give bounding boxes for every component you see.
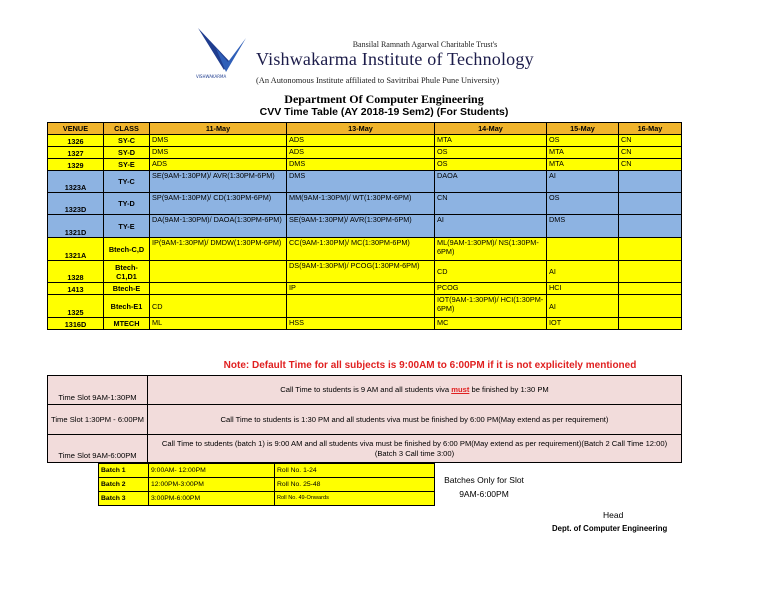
class-cell: SY-E <box>104 159 150 171</box>
table-row <box>48 171 682 193</box>
subject-cell: PCOG <box>435 283 547 295</box>
subject-cell: AI <box>547 295 619 318</box>
subject-cell: CN <box>435 193 547 215</box>
subject-cell: IOT <box>547 318 619 330</box>
table-row <box>99 464 435 478</box>
table-row <box>48 295 682 318</box>
subject-cell <box>619 193 682 215</box>
subject-cell <box>619 238 682 261</box>
trust-name: Bansilal Ramnath Agarwal Charitable Trust's <box>352 40 498 49</box>
subject-cell: ML(9AM-1:30PM)/ NS(1:30PM-6PM) <box>435 238 547 261</box>
subject-cell: AI <box>547 171 619 193</box>
call-time-message: Call Time to students is 1:30 PM and all students viva must be finished by 6:00 PM(May extend as per requirement) <box>148 405 682 435</box>
subject-cell: DAOA <box>435 171 547 193</box>
venue-cell: 1323D <box>48 193 104 215</box>
venue-cell: 1321A <box>48 238 104 261</box>
header-date: 11-May <box>150 123 287 135</box>
class-cell: SY-C <box>104 135 150 147</box>
table-row <box>48 261 682 283</box>
subject-cell: DMS <box>150 135 287 147</box>
subject-cell <box>150 283 287 295</box>
institute-logo <box>194 26 250 82</box>
subject-cell: MM(9AM-1:30PM)/ WT(1:30PM-6PM) <box>287 193 435 215</box>
subject-cell: IP <box>287 283 435 295</box>
venue-cell: 1328 <box>48 261 104 283</box>
table-header-row <box>48 123 682 135</box>
time-slot-cell: Time Slot 1:30PM - 6:00PM <box>48 405 148 435</box>
subject-cell: MTA <box>547 147 619 159</box>
class-cell: SY-D <box>104 147 150 159</box>
header-venue: VENUE <box>48 123 104 135</box>
class-cell: TY-D <box>104 193 150 215</box>
subject-cell <box>547 238 619 261</box>
table-row <box>48 135 682 147</box>
subject-cell: DMS <box>150 147 287 159</box>
header-date: 15-May <box>547 123 619 135</box>
affiliation: (An Autonomous Institute affiliated to Savitribai Phule Pune University) <box>256 76 500 85</box>
call-time-message: Call Time to students (batch 1) is 9:00 AM and all students viva must be finished by 6:00 PM(May extend as per requirement)(Batch 2 Call Time 12:00)(Batch 3 Call time 3:00) <box>148 435 682 463</box>
header-class: CLASS <box>104 123 150 135</box>
subject-cell: HSS <box>287 318 435 330</box>
signature-title: Head <box>603 510 624 520</box>
batch-name: Batch 1 <box>99 464 149 478</box>
subject-cell <box>619 283 682 295</box>
subject-cell <box>619 171 682 193</box>
subject-cell: AI <box>435 215 547 238</box>
time-slot-cell: Time Slot 9AM-1:30PM <box>48 376 148 405</box>
subject-cell: ML <box>150 318 287 330</box>
subject-cell: OS <box>435 159 547 171</box>
table-row <box>48 283 682 295</box>
table-row <box>48 238 682 261</box>
subject-cell <box>619 318 682 330</box>
batch-name: Batch 2 <box>99 478 149 492</box>
subject-cell: DMS <box>287 159 435 171</box>
batch-time: 12:00PM-3:00PM <box>149 478 275 492</box>
subject-cell: ADS <box>150 159 287 171</box>
header-date: 14-May <box>435 123 547 135</box>
table-row <box>48 147 682 159</box>
default-time-note: Note: Default Time for all subjects is 9:00AM to 6:00PM if it is not explicitely mentioned <box>223 360 637 371</box>
table-row <box>48 159 682 171</box>
time-slot-cell: Time Slot 9AM-6:00PM <box>48 435 148 463</box>
class-cell: Btech-E <box>104 283 150 295</box>
subject-cell: CD <box>150 295 287 318</box>
subject-cell: CC(9AM-1:30PM)/ MC(1:30PM-6PM) <box>287 238 435 261</box>
subject-cell: SP(9AM-1:30PM)/ CD(1:30PM-6PM) <box>150 193 287 215</box>
subject-cell: SE(9AM-1:30PM)/ AVR(1:30PM-6PM) <box>150 171 287 193</box>
cvv-timetable <box>47 122 682 330</box>
subject-cell: MTA <box>435 135 547 147</box>
table-row <box>48 405 682 435</box>
subject-cell: DS(9AM-1:30PM)/ PCOG(1:30PM-6PM) <box>287 261 435 283</box>
svg-text:VISHWAKARMA: VISHWAKARMA <box>196 74 227 79</box>
subject-cell: OS <box>547 193 619 215</box>
subject-cell: ADS <box>287 147 435 159</box>
venue-cell: 1327 <box>48 147 104 159</box>
batch-rolls: Roll No. 25-48 <box>275 478 435 492</box>
must-emphasis: must <box>451 385 470 394</box>
subject-cell <box>619 215 682 238</box>
header-date: 16-May <box>619 123 682 135</box>
venue-cell: 1321D <box>48 215 104 238</box>
subject-cell: IP(9AM-1:30PM)/ DMDW(1:30PM-6PM) <box>150 238 287 261</box>
subject-cell <box>287 295 435 318</box>
subject-cell: CN <box>619 159 682 171</box>
subject-cell: CN <box>619 135 682 147</box>
call-time-table <box>47 375 682 463</box>
subject-cell: OS <box>435 147 547 159</box>
class-cell: Btech-C,D <box>104 238 150 261</box>
venue-cell: 1316D <box>48 318 104 330</box>
venue-cell: 1329 <box>48 159 104 171</box>
subject-cell: DMS <box>547 215 619 238</box>
batch-table <box>98 463 435 506</box>
table-row <box>48 193 682 215</box>
subject-cell <box>150 261 287 283</box>
class-cell: Btech-E1 <box>104 295 150 318</box>
subject-cell: MTA <box>547 159 619 171</box>
institute-name: Vishwakarma Institute of Technology <box>256 49 534 69</box>
class-cell: MTECH <box>104 318 150 330</box>
class-cell: TY-E <box>104 215 150 238</box>
table-row <box>48 318 682 330</box>
subject-cell: CN <box>619 147 682 159</box>
batch-name: Batch 3 <box>99 492 149 506</box>
batch-time: 9:00AM- 12:00PM <box>149 464 275 478</box>
batch-time: 3:00PM-6:00PM <box>149 492 275 506</box>
venue-cell: 1325 <box>48 295 104 318</box>
subject-cell <box>619 261 682 283</box>
batches-note: Batches Only for Slot 9AM-6:00PM <box>444 475 524 499</box>
batch-rolls: Roll No. 1-24 <box>275 464 435 478</box>
subject-cell: ADS <box>287 135 435 147</box>
document-title: CVV Time Table (AY 2018-19 Sem2) (For Students) <box>259 106 509 118</box>
subject-cell: DMS <box>287 171 435 193</box>
table-row <box>48 376 682 405</box>
subject-cell: OS <box>547 135 619 147</box>
department-title: Department Of Computer Engineering <box>284 92 484 106</box>
table-row <box>99 478 435 492</box>
call-time-message <box>148 376 682 405</box>
subject-cell: CD <box>435 261 547 283</box>
class-cell: TY-C <box>104 171 150 193</box>
header-date: 13-May <box>287 123 435 135</box>
table-row <box>48 435 682 463</box>
subject-cell: HCI <box>547 283 619 295</box>
table-row <box>99 492 435 506</box>
subject-cell <box>619 295 682 318</box>
subject-cell: DA(9AM-1:30PM)/ DAOA(1:30PM-6PM) <box>150 215 287 238</box>
subject-cell: SE(9AM-1:30PM)/ AVR(1:30PM-6PM) <box>287 215 435 238</box>
venue-cell: 1326 <box>48 135 104 147</box>
batch-rolls: Roll No. 49-Onwards <box>275 492 435 506</box>
subject-cell: IOT(9AM-1:30PM)/ HCI(1:30PM-6PM) <box>435 295 547 318</box>
signature-department: Dept. of Computer Engineering <box>552 524 668 533</box>
class-cell: Btech-C1,D1 <box>104 261 150 283</box>
subject-cell: MC <box>435 318 547 330</box>
message-text: be finished by 1:30 PM <box>469 385 549 394</box>
message-text: Call Time to students is 9 AM and all students viva <box>280 385 452 394</box>
venue-cell: 1413 <box>48 283 104 295</box>
venue-cell: 1323A <box>48 171 104 193</box>
table-row <box>48 215 682 238</box>
subject-cell: AI <box>547 261 619 283</box>
